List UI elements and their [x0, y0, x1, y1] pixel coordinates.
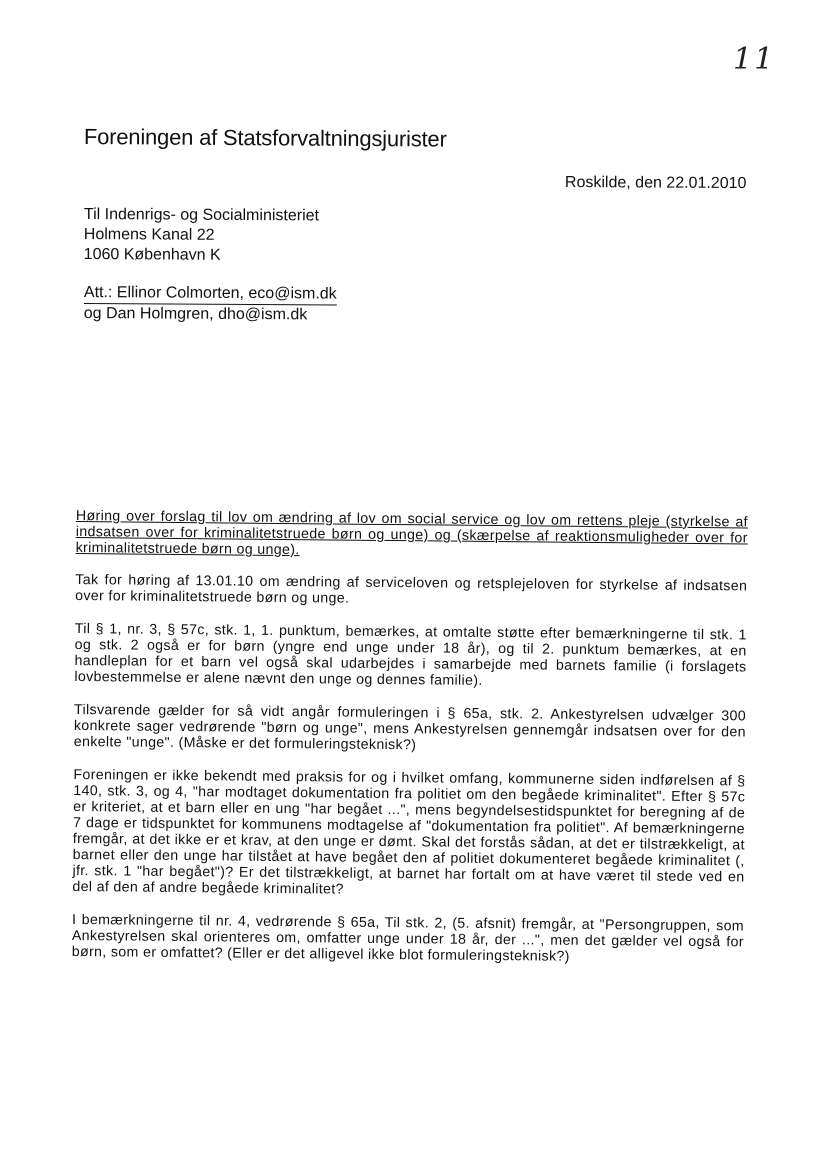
attention-line-1	[84, 283, 337, 306]
attention-line-2: og Dan Holmgren, dho@ism.dk	[83, 304, 308, 324]
letter-body	[71, 508, 747, 983]
subject-heading: Høring over forslag til lov om ændring af lov om social service og lov om rettens pleje (styrkelse af indsatsen over for kriminalitetstruede børn og unge) og (skærpelse af reaktionsmuligheder over for kriminalitetstruede børn og unge).	[75, 508, 748, 559]
recipient-line-1: Til Indenrigs- og Socialministeriet	[83, 205, 320, 225]
attention-email-link[interactable]: eco@ism.dk	[248, 285, 337, 303]
paragraph-1: Tak for høring af 13.01.10 om ændring af serviceloven og retsplejeloven for styrkelse af indsatsen over for kriminalitetstruede børn og unge.	[75, 571, 748, 607]
paragraph-3: Tilsvarende gælder for så vidt angår formuleringen i § 65a, stk. 2. Ankestyrelsen udvælger 300 konkrete sager vedrørende "børn og unge", mens Ankestyrelsen gennemgår indsatsen over for den enkelte "unge". (Måske er det formuleringsteknisk?)	[73, 701, 747, 754]
handwritten-page-number: 11	[733, 42, 776, 77]
organization-title: Foreningen af Statsforvaltningsjurister	[83, 124, 447, 152]
recipient-line-2: Holmens Kanal 22	[83, 225, 215, 244]
attention-prefix: Att.: Ellinor Colmorten,	[83, 283, 249, 303]
paragraph-5: I bemærkningerne til nr. 4, vedrørende § 65a, Til stk. 2, (5. afsnit) fremgår, at "Persongruppen, som Ankestyrelsen skal orienteres om, omfatter unge under 18 år, der ...", men det gælder vel også for børn, som er omfattet? (Eller er det alligevel ikke blot formuleringsteknisk?)	[71, 911, 745, 965]
attention-block	[84, 283, 337, 326]
paragraph-2: Til § 1, nr. 3, § 57c, stk. 1, 1. punktum, bemærkes, at omtalte støtte efter bemærkningerne til stk. 1 og stk. 2 også er for børn (yngre end unge under 18 år), og til 2. punktum bemærkes, at en handleplan for et barn vel også skal udarbejdes i samarbejde med barnets familie (i forslagets lovbestemmelse er alene nævnt den unge og dennes familie).	[74, 620, 747, 689]
recipient-address	[84, 205, 319, 266]
recipient-line-3: 1060 København K	[83, 245, 221, 264]
date-line: Roskilde, den 22.01.2010	[564, 174, 747, 193]
paragraph-4: Foreningen er ikke bekendt med praksis for og i hvilket omfang, kommunerne siden indførelsen af § 140, stk. 3, og 4, "har modtaget dokumentation fra politiet om den begåede kriminalitet". Efter § 57c er kriteriet, at et barn eller en ung "har begået ...", mens begyndelsestidspunktet for beregning af de 7 dage er tidspunktet for kommunens modtagelse af "dokumentation fra politiet". Af bemærkningerne fremgår, at det ikke er et krav, at den unge er dømt. Skal det forstås sådan, at det er tilstrækkeligt, at barnet eller den unge har tilstået at have begået den af politiet dokumenteret begåede kriminalitet (, jfr. stk. 1 "har begået")? Er det tilstrækkeligt, at barnet har fortalt om at have været til stede ved en del af den af andre begåede kriminalitet?	[72, 766, 746, 898]
